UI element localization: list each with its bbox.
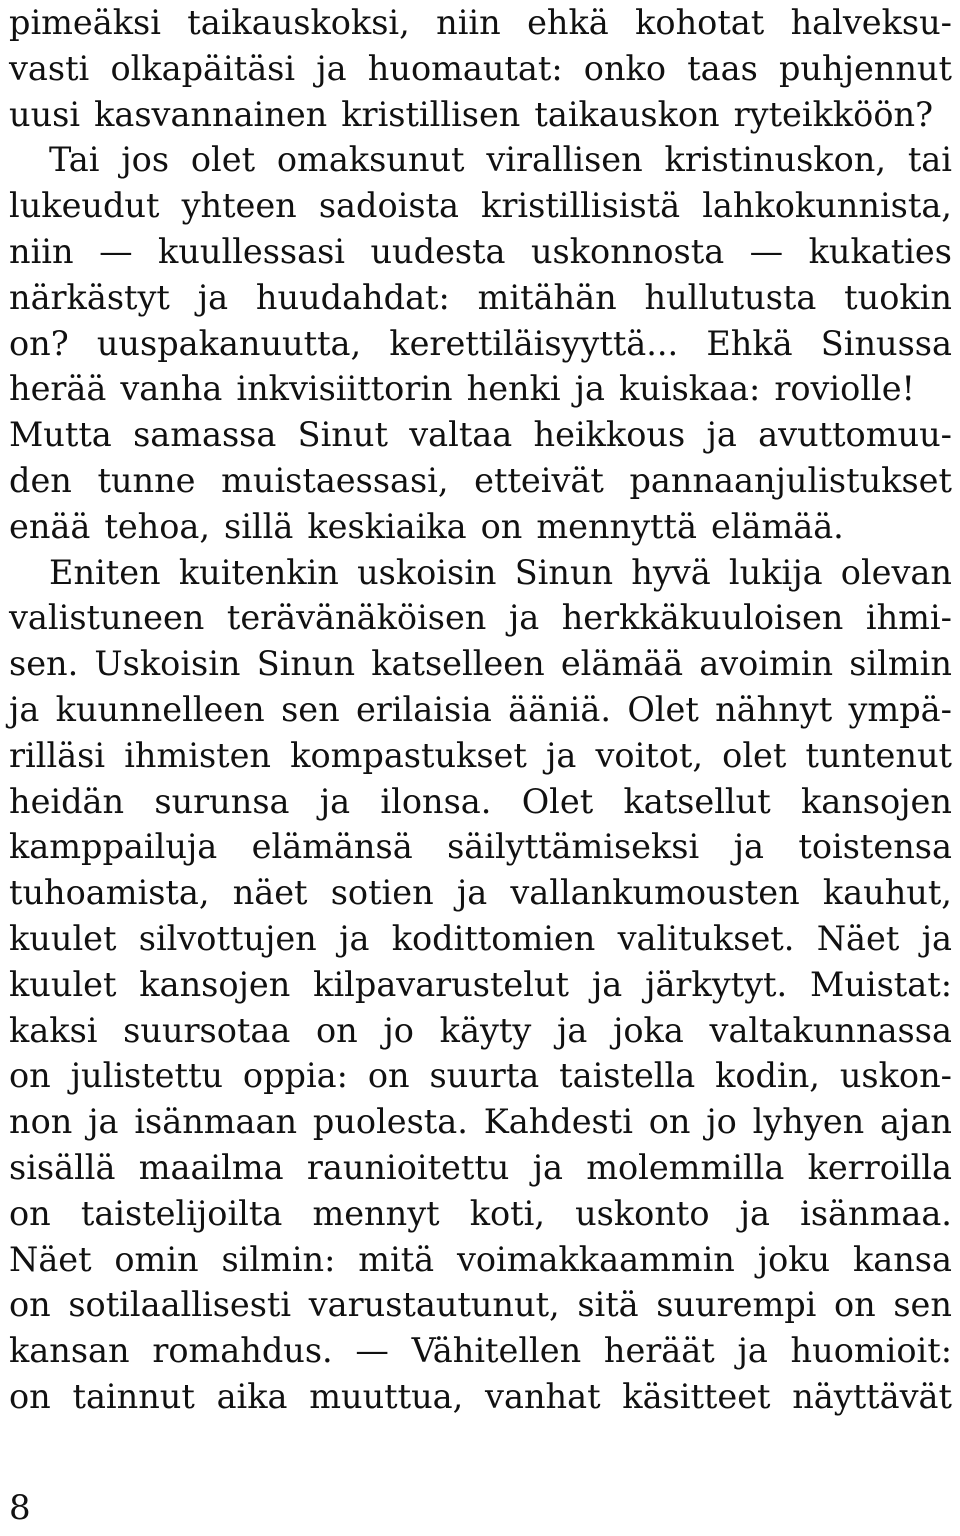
text-line: enää tehoa, sillä keskiaika on mennyttä elämää. (9, 506, 844, 546)
text-line: ja kuunnelleen sen erilaisia ääniä. Olet nähnyt ympä- (9, 689, 952, 729)
text-line: uusi kasvannainen kristillisen taikauskon ryteikköön? (9, 94, 934, 134)
text-line: kaksi suursotaa on jo käyty ja joka valtakunnassa (9, 1010, 952, 1050)
text-line: on julistettu oppia: on suurta taistella kodin, uskon- (9, 1056, 952, 1096)
text-line: niin — kuullessasi uudesta uskonnosta — kukaties (9, 231, 952, 271)
text-line: kansan romahdus. — Vähitellen heräät ja huomioit: (9, 1331, 952, 1371)
text-line: on? uuspakanuutta, kerettiläisyyttä... Ehkä Sinussa (9, 323, 952, 363)
text-line: sen. Uskoisin Sinun katselleen elämää avoimin silmin (9, 644, 952, 684)
text-line: on taistelijoilta mennyt koti, uskonto ja isänmaa. (9, 1193, 952, 1233)
text-line: kuulet silvottujen ja kodittomien valitukset. Näet ja (9, 918, 952, 958)
text-line: kamppailuja elämänsä säilyttämiseksi ja toistensa (9, 827, 952, 867)
text-line: sisällä maailma raunioitettu ja molemmilla kerroilla (9, 1147, 952, 1187)
text-line: vasti olkapäitäsi ja huomautat: onko taas puhjennut (9, 48, 952, 88)
text-line: on tainnut aika muuttua, vanhat käsitteet näyttävät (9, 1376, 952, 1416)
body-text (9, 0, 952, 1420)
text-line: valistuneen terävänäköisen ja herkkäkuuloisen ihmi- (9, 598, 952, 638)
text-line: Näet omin silmin: mitä voimakkaammin joku kansa (9, 1239, 952, 1279)
text-line: non ja isänmaan puolesta. Kahdesti on jo lyhyen ajan (9, 1102, 952, 1142)
text-line: on sotilaallisesti varustautunut, sitä suurempi on sen (9, 1285, 952, 1325)
text-line: närkästyt ja huudahdat: mitähän hullutusta tuokin (9, 277, 952, 317)
text-line: rilläsi ihmisten kompastukset ja voitot, olet tuntenut (9, 735, 952, 775)
text-line: Eniten kuitenkin uskoisin Sinun hyvä lukija olevan (49, 552, 952, 592)
text-line: heidän surunsa ja ilonsa. Olet katsellut kansojen (9, 781, 952, 821)
text-line: lukeudut yhteen sadoista kristillisistä lahkokunnista, (9, 186, 952, 226)
text-line: herää vanha inkvisiittorin henki ja kuiskaa: roviolle! (9, 369, 916, 409)
text-line: Mutta samassa Sinut valtaa heikkous ja avuttomuu- (9, 415, 952, 455)
page-number: 8 (9, 1488, 31, 1528)
text-line: pimeäksi taikauskoksi, niin ehkä kohotat halveksu- (9, 3, 952, 42)
text-line: den tunne muistaessasi, etteivät pannaanjulistukset (9, 460, 952, 500)
text-line: tuhoamista, näet sotien ja vallankumousten kauhut, (9, 873, 952, 913)
text-line: Tai jos olet omaksunut virallisen kristinuskon, tai (49, 140, 952, 180)
text-line: kuulet kansojen kilpavarustelut ja järkytyt. Muistat: (9, 964, 952, 1004)
